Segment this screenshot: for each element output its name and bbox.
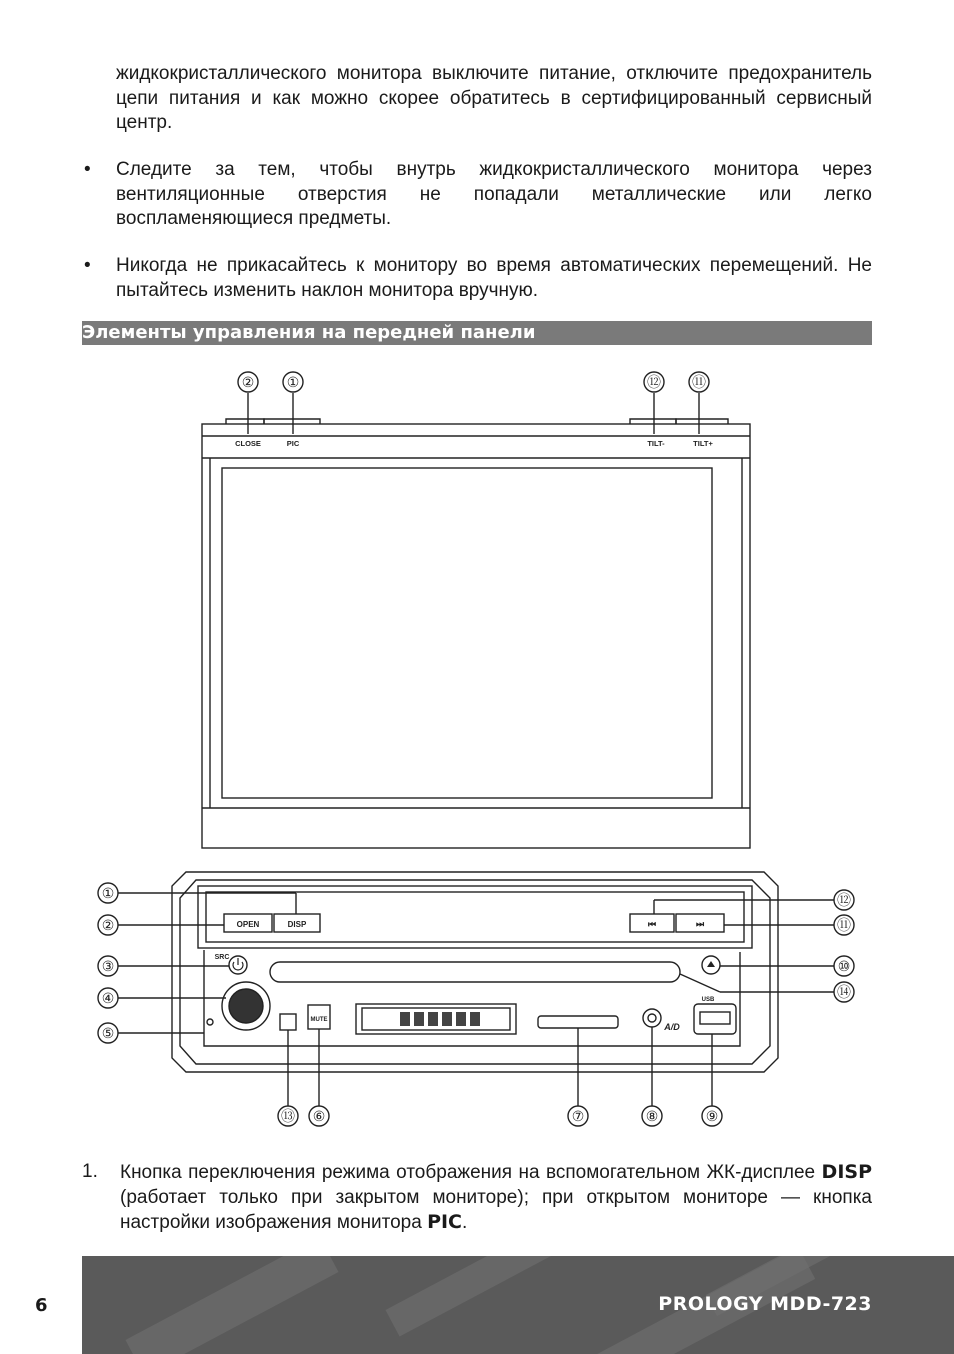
- eject-icon: [707, 961, 715, 967]
- section-heading: Элементы управления на передней панели: [82, 321, 872, 345]
- label-mute: MUTE: [310, 1017, 328, 1023]
- label-usb: USB: [701, 997, 715, 1003]
- callout-4: ④: [101, 990, 115, 1006]
- numbered-item-1: [82, 1160, 872, 1236]
- bullet-marker: •: [84, 159, 91, 180]
- label-tilt-plus: TILT+: [693, 439, 713, 448]
- callout-12-top: ⑫: [647, 374, 661, 390]
- pic-keyword: PIC: [427, 1211, 463, 1233]
- monitor-outline: [202, 419, 750, 848]
- callout-2: ②: [101, 917, 115, 933]
- front-panel-outline: [172, 872, 778, 1072]
- callout-10: ⑩: [837, 958, 851, 974]
- page-number: 6: [35, 1295, 48, 1316]
- label-open: OPEN: [236, 920, 260, 929]
- callout-8: ⑧: [645, 1108, 659, 1124]
- bullet-text-ventilation: Следите за тем, чтобы внутрь жидкокристаллического монитора через вентиляционные отверстия не попадали металлические или легко воспламеняющиеся предметы.: [116, 159, 872, 229]
- prev-track-icon: ⏮: [647, 919, 657, 929]
- callout-11: ⑪: [837, 917, 851, 933]
- callout-12: ⑫: [837, 892, 851, 908]
- label-close: CLOSE: [235, 439, 261, 448]
- power-icon: [233, 958, 243, 970]
- callout-2-top: ②: [241, 374, 255, 390]
- item-number: 1.: [82, 1161, 98, 1182]
- label-av: A/D: [664, 1022, 680, 1032]
- disp-keyword: DISP: [821, 1161, 872, 1183]
- callout-1-top: ①: [286, 374, 300, 390]
- label-src: SRC: [214, 954, 230, 961]
- callout-14: ⑭: [837, 984, 851, 1000]
- next-track-icon: ⏭: [695, 919, 705, 929]
- display-segments: [400, 1012, 480, 1026]
- callout-11-top: ⑪: [692, 374, 706, 390]
- callout-13: ⑬: [281, 1108, 295, 1124]
- callout-5: ⑤: [101, 1025, 115, 1041]
- bullet-text-movement: Никогда не прикасайтесь к монитору во время автоматических перемещений. Не пытайтесь изменить наклон монитора вручную.: [116, 255, 872, 301]
- bullet-marker: •: [84, 255, 91, 276]
- item-text: Кнопка переключения режима отображения на вспомогательном ЖК-дисплее DISP (работает только при закрытом мониторе); при открытом мониторе — кнопка настройки изображения монитора PIC.: [120, 1161, 872, 1233]
- callout-3: ③: [101, 958, 115, 974]
- label-tilt-minus: TILT-: [647, 439, 665, 448]
- callout-7: ⑦: [571, 1108, 585, 1124]
- intro-paragraph: жидкокристаллического монитора выключите питание, отключите предохранитель цепи питания и как можно скорее обратитесь в сертифицированный сервисный центр.: [116, 63, 872, 133]
- callout-6: ⑥: [312, 1108, 326, 1124]
- label-disp: DISP: [287, 920, 307, 929]
- callout-9: ⑨: [705, 1108, 719, 1124]
- footer-brand: PROLOGY MDD-723: [658, 1293, 872, 1315]
- callout-1: ①: [101, 885, 115, 901]
- label-pic: PIC: [286, 439, 300, 448]
